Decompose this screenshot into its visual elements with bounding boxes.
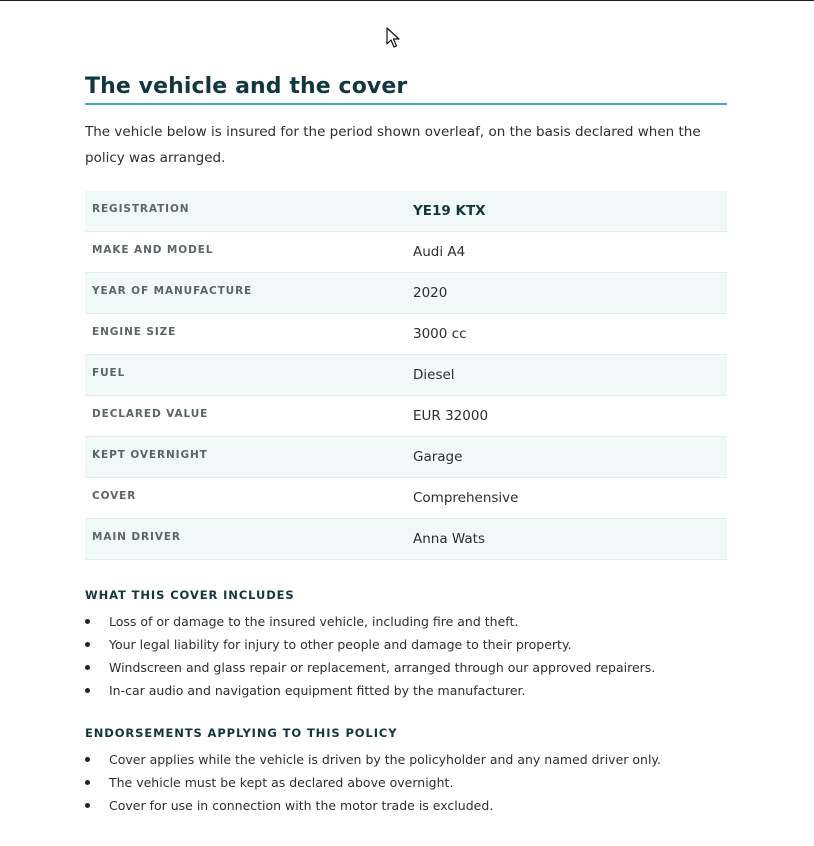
list-item-text: Loss of or damage to the insured vehicle, including fire and theft. [109, 614, 519, 629]
detail-value: YE19 KTX [399, 191, 727, 232]
table-row [85, 355, 727, 396]
list-item [85, 771, 727, 794]
includes-heading: WHAT THIS COVER INCLUDES [85, 588, 295, 602]
detail-label: MAKE AND MODEL [85, 232, 399, 273]
section-title: The vehicle and the cover [85, 74, 727, 105]
detail-value: Anna Wats [399, 519, 727, 560]
top-border-line [0, 0, 814, 1]
list-item-text: Your legal liability for injury to other people and damage to their property. [109, 637, 572, 652]
table-row [85, 314, 727, 355]
bullet-icon [85, 642, 90, 647]
list-item-text: Windscreen and glass repair or replacement, arranged through our approved repairers. [109, 660, 656, 675]
list-item-text: Cover applies while the vehicle is driven by the policyholder and any named driver only. [109, 752, 662, 767]
list-item [85, 656, 727, 679]
vehicle-details-table [85, 191, 727, 560]
detail-label: MAIN DRIVER [85, 519, 399, 560]
detail-value: 2020 [399, 273, 727, 314]
detail-label: REGISTRATION [85, 191, 399, 232]
table-row [85, 191, 727, 232]
list-item-text: In-car audio and navigation equipment fitted by the manufacturer. [109, 683, 526, 698]
table-row [85, 232, 727, 273]
bullet-icon [85, 780, 90, 785]
detail-label: COVER [85, 478, 399, 519]
bullet-icon [85, 803, 90, 808]
detail-label: KEPT OVERNIGHT [85, 437, 399, 478]
detail-value: Garage [399, 437, 727, 478]
detail-label: YEAR OF MANUFACTURE [85, 273, 399, 314]
detail-value: EUR 32000 [399, 396, 727, 437]
endorsements-heading: ENDORSEMENTS APPLYING TO THIS POLICY [85, 726, 398, 740]
bullet-icon [85, 688, 90, 693]
mouse-pointer-icon [386, 27, 402, 49]
detail-label: DECLARED VALUE [85, 396, 399, 437]
table-row [85, 519, 727, 560]
detail-label: FUEL [85, 355, 399, 396]
list-item [85, 748, 727, 771]
list-item [85, 679, 727, 702]
bullet-icon [85, 619, 90, 624]
list-item [85, 794, 727, 817]
intro-paragraph: The vehicle below is insured for the period shown overleaf, on the basis declared when the policy was arranged. [85, 124, 701, 166]
detail-value: Audi A4 [399, 232, 727, 273]
detail-label: ENGINE SIZE [85, 314, 399, 355]
includes-list [85, 610, 727, 702]
table-row [85, 273, 727, 314]
list-item [85, 633, 727, 656]
endorsements-list [85, 748, 727, 817]
list-item-text: The vehicle must be kept as declared above overnight. [109, 775, 454, 790]
detail-value: Comprehensive [399, 478, 727, 519]
bullet-icon [85, 665, 90, 670]
bullet-icon [85, 757, 90, 762]
table-row [85, 437, 727, 478]
list-item-text: Cover for use in connection with the motor trade is excluded. [109, 798, 494, 813]
detail-value: 3000 cc [399, 314, 727, 355]
list-item [85, 610, 727, 633]
detail-value: Diesel [399, 355, 727, 396]
document-page [85, 74, 727, 817]
table-row [85, 396, 727, 437]
table-row [85, 478, 727, 519]
